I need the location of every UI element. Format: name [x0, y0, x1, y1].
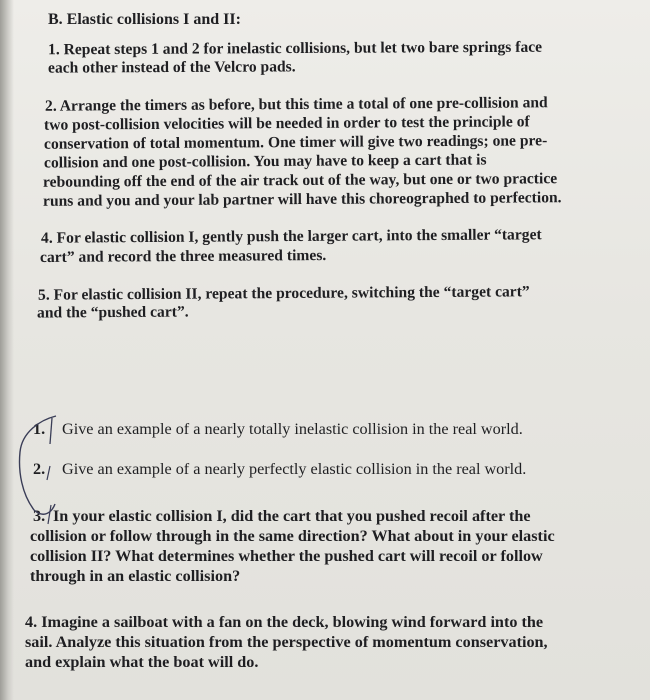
step-line: 5. For elastic collision II, repeat the procedure, switching the “target cart”	[37, 283, 530, 304]
step-line: cart” and record the three measured times.	[39, 247, 327, 266]
question-number: 1.	[33, 420, 46, 438]
question-line: collision or follow through in the same direction? What about in your elastic	[30, 527, 555, 545]
question-line: Give an example of a nearly perfectly elastic collision in the real world.	[62, 460, 527, 478]
circle-mark	[48, 505, 51, 524]
step-line: and the “pushed cart”.	[36, 303, 189, 322]
question-line: In your elastic collision I, did the cart that you pushed recoil after the	[53, 507, 531, 525]
question-line: Imagine a sailboat with a fan on the deck, blowing wind forward into the	[41, 613, 544, 631]
circle-mark	[50, 418, 52, 444]
step-line: 1. Repeat steps 1 and 2 for inelastic collisions, but let two bare springs face	[47, 38, 543, 59]
section-heading: B. Elastic collisions I and II:	[48, 11, 241, 28]
question-line: sail. Analyze this situation from the perspective of momentum conservation,	[25, 633, 548, 651]
step-line: 4. For elastic collision I, gently push the larger cart, into the smaller “target	[40, 226, 542, 247]
question-number: 4.	[25, 613, 38, 631]
question-line: and explain what the boat will do.	[25, 653, 259, 671]
circle-mark	[47, 466, 50, 480]
step-line: collision and one post-collision. You may have to keep a cart that is	[43, 151, 487, 172]
question-line: collision II? What determines whether the pushed cart will recoil or follow	[30, 547, 543, 565]
step-line: 2. Arrange the timers as before, but this time a total of one pre-collision and	[44, 94, 548, 115]
question-line: through in an elastic collision?	[30, 567, 241, 585]
step-line: each other instead of the Velcro pads.	[47, 58, 296, 77]
step-line: runs and you and your lab partner will have this choreographed to perfection.	[42, 189, 562, 210]
step-line: rebounding off the end of the air track out of the way, but one or two practice	[42, 170, 558, 191]
question-line: Give an example of a nearly totally inelastic collision in the real world.	[62, 420, 523, 438]
question-number: 3.	[33, 507, 46, 525]
step-line: two post-collision velocities will be needed in order to test the principle of	[43, 113, 530, 134]
question-number: 2.	[33, 460, 46, 478]
step-line: conservation of total momentum. One timer will give two readings; one pre-	[43, 132, 548, 153]
